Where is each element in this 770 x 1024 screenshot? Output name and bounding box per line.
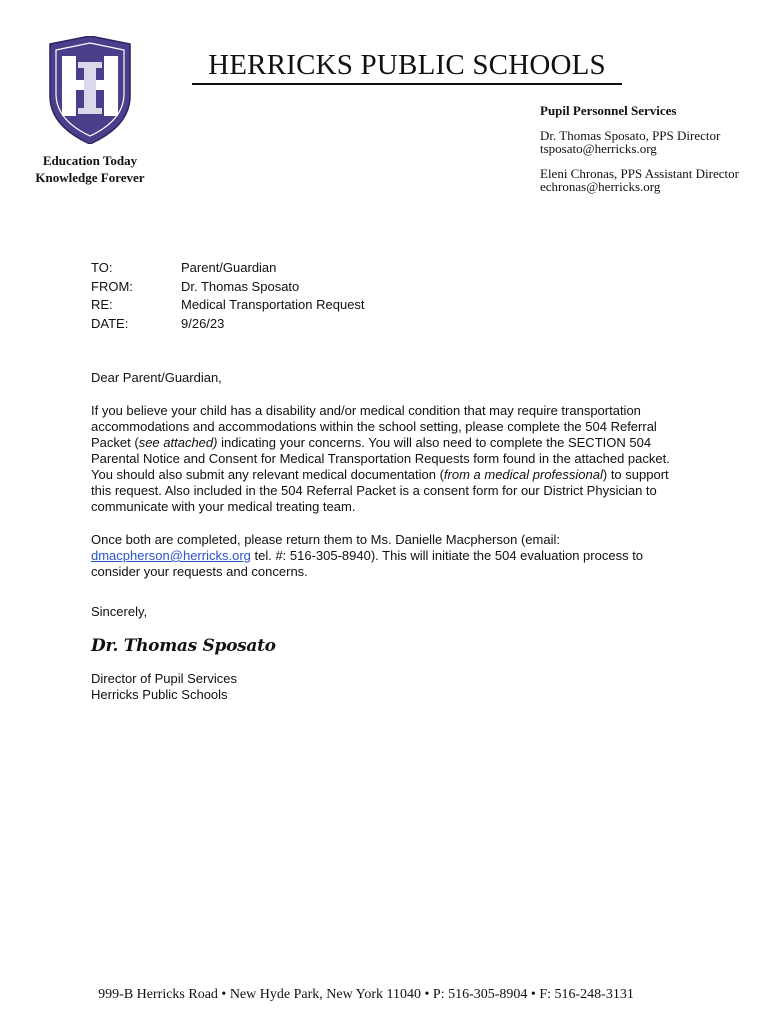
memo-label: TO: <box>91 260 113 275</box>
paragraph-2 <box>91 532 691 580</box>
memo-label: RE: <box>91 297 113 312</box>
signature: Dr. Thomas Sposato <box>91 636 276 656</box>
contact-email-link[interactable]: dmacpherson@herricks.org <box>91 548 251 563</box>
memo-row-from <box>91 278 365 297</box>
memo-label: FROM: <box>91 278 133 294</box>
memo-value: Parent/Guardian <box>181 260 277 275</box>
paragraph-text: Once both are completed, please return them to Ms. Danielle Macpherson (email: <box>91 532 560 547</box>
signer-title: Director of Pupil Services <box>91 671 237 686</box>
contact-assistant-director <box>540 167 766 193</box>
contact-email: tsposato@herricks.org <box>540 141 657 156</box>
department-name: Pupil Personnel Services <box>540 103 677 118</box>
contact-name-title: Dr. Thomas Sposato, PPS Director <box>540 128 721 143</box>
title-underline <box>192 83 622 85</box>
closing: Sincerely, <box>91 604 148 619</box>
memo-value: 9/26/23 <box>181 315 225 331</box>
school-logo <box>48 36 132 144</box>
paragraph-text: tel. #: 516-305-8940). This will initiate the 504 evaluation process to consider your requests and concerns. <box>91 548 644 579</box>
shield-logo-icon <box>48 36 132 144</box>
paragraph-text: ) to support this request. Also included in the 504 Referral Packet is a consent form for our District Physician to communicate with your medical treating team. <box>91 467 669 514</box>
motto-line-1: Education Today <box>42 153 138 168</box>
contact-director <box>540 129 766 155</box>
memo-value: Medical Transportation Request <box>181 297 365 312</box>
paragraph-1 <box>91 403 691 515</box>
paragraph-italic: from a medical professional <box>443 467 603 482</box>
school-name-heading: HERRICKS PUBLIC SCHOOLS <box>208 49 606 81</box>
paragraph-text: indicating your concerns. You will also need to complete the SECTION 504 Parental Notice and Consent for Medical Transportation Requests form found in the attached packet. You should also submit any relevant medical documentation ( <box>91 435 670 482</box>
footer-address: 999-B Herricks Road • New Hyde Park, New York 11040 • P: 516-305-8904 • F: 516-248-3131 <box>98 987 634 1002</box>
motto-line-2: Knowledge Forever <box>35 170 145 185</box>
memo-header <box>91 259 365 333</box>
letter-body <box>91 370 691 703</box>
memo-row-re <box>91 296 365 315</box>
contact-name-title: Eleni Chronas, PPS Assistant Director <box>540 166 739 181</box>
paragraph-text: If you believe your child has a disability and/or medical condition that may require transportation accommodations and accommodations within the school setting, please complete the 504 Referral Packet ( <box>91 403 657 450</box>
salutation: Dear Parent/Guardian, <box>91 370 222 385</box>
contact-block <box>540 104 766 205</box>
paragraph-italic: see attached) <box>138 435 218 450</box>
memo-row-date <box>91 315 365 334</box>
memo-value: Dr. Thomas Sposato <box>181 278 300 294</box>
memo-row-to <box>91 259 365 278</box>
contact-email: echronas@herricks.org <box>540 179 661 194</box>
signer-organization: Herricks Public Schools <box>91 687 228 702</box>
memo-label: DATE: <box>91 315 129 331</box>
school-motto <box>20 152 160 186</box>
